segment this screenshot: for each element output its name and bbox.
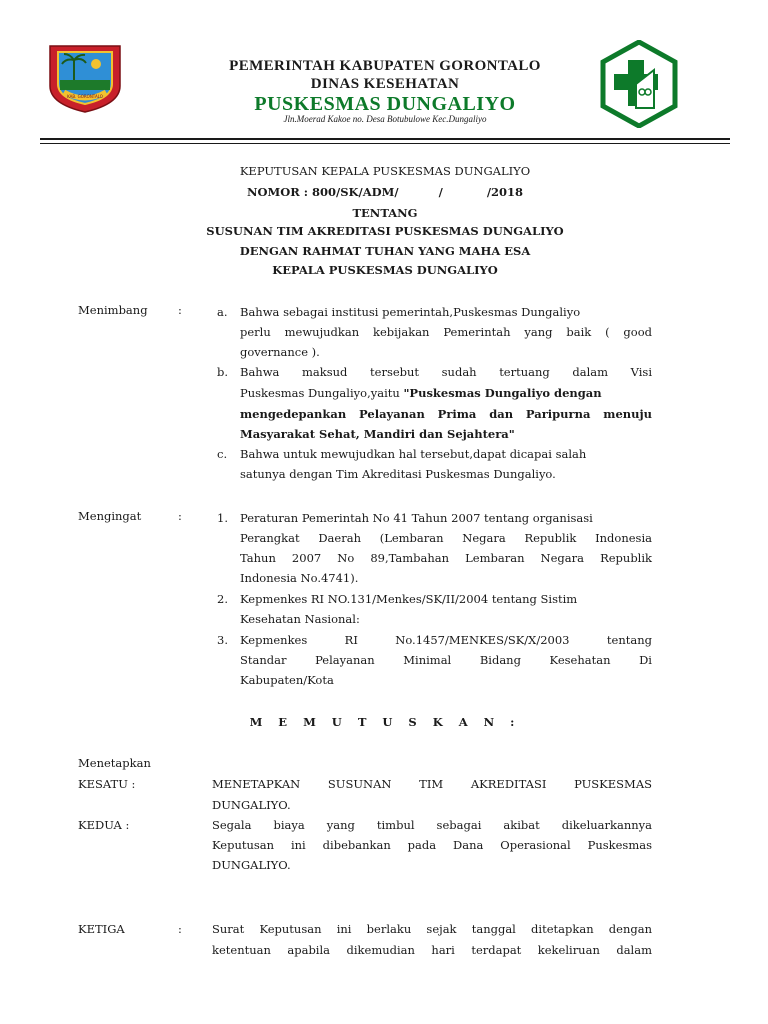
mengingat-1-line3: Tahun 2007 No 89,Tambahan Lembaran Negara Republik — [240, 551, 652, 565]
kesatu-label: KESATU : — [78, 777, 136, 791]
menimbang-marker-c: c. — [217, 447, 228, 461]
ketiga-line1: Surat Keputusan ini berlaku sejak tanggal ditetapkan dengan — [212, 922, 652, 936]
kedua-line2: Keputusan ini dibebankan pada Dana Operasional Puskesmas — [212, 838, 652, 852]
menimbang-b-line4: Masyarakat Sehat, Mandiri dan Sejahtera" — [240, 427, 515, 441]
menetapkan-label: Menetapkan — [78, 756, 151, 770]
menimbang-b-line3: mengedepankan Pelayanan Prima dan Paripurna menuju — [240, 407, 652, 421]
header-rule-thick — [40, 138, 730, 140]
menimbang-b-line2-plain: Puskesmas Dungaliyo,yaitu — [240, 386, 404, 400]
mengingat-marker-2: 2. — [217, 592, 228, 606]
mengingat-3-line2: Standar Pelayanan Minimal Bidang Kesehatan Di — [240, 653, 652, 667]
menimbang-c-line1: Bahwa untuk mewujudkan hal tersebut,dapat dicapai salah — [240, 447, 587, 461]
decree-subject: SUSUNAN TIM AKREDITASI PUSKESMAS DUNGALIYO — [206, 224, 564, 238]
puskesmas-cross-logo — [600, 40, 678, 128]
kedua-line3: DUNGALIYO. — [212, 858, 291, 872]
header-department: DINAS KESEHATAN — [310, 76, 460, 92]
gorontalo-crest-logo — [44, 42, 126, 114]
ketiga-label: KETIGA — [78, 922, 125, 936]
decree-number: NOMOR : 800/SK/ADM/ / /2018 — [246, 185, 524, 199]
decree-title: KEPUTUSAN KEPALA PUSKESMAS DUNGALIYO — [239, 164, 531, 178]
header-address: Jln.Moerad Kakoe no. Desa Botubulowe Kec.Dungaliyo — [283, 114, 487, 124]
mengingat-3-line1: Kepmenkes RI No.1457/MENKES/SK/X/2003 tentang — [240, 633, 652, 647]
memutuskan-heading: M E M U T U S K A N : — [249, 715, 521, 729]
mengingat-colon: : — [178, 509, 182, 523]
ketiga-colon: : — [178, 922, 182, 936]
menimbang-a-line3: governance ). — [240, 345, 320, 359]
menimbang-b-line2 — [240, 383, 652, 404]
menimbang-b-line2-bold: "Puskesmas Dungaliyo dengan — [403, 386, 602, 400]
menimbang-label: Menimbang — [78, 303, 148, 317]
mengingat-1-line1: Peraturan Pemerintah No 41 Tahun 2007 tentang organisasi — [240, 511, 593, 525]
ketiga-line2: ketentuan apabila dikemudian hari terdapat kekeliruan dalam — [212, 943, 652, 957]
mengingat-marker-3: 3. — [217, 633, 228, 647]
mengingat-2-line1: Kepmenkes RI NO.131/Menkes/SK/II/2004 tentang Sistim — [240, 592, 578, 606]
mengingat-1-line4: Indonesia No.4741). — [240, 571, 359, 585]
menimbang-c-line2: satunya dengan Tim Akreditasi Puskesmas Dungaliyo. — [240, 467, 556, 481]
mengingat-1-line2: Perangkat Daerah (Lembaran Negara Republik Indonesia — [240, 531, 652, 545]
mengingat-label: Mengingat — [78, 509, 142, 523]
mengingat-marker-1: 1. — [217, 511, 228, 525]
menimbang-a-line2: perlu mewujudkan kebijakan Pemerintah yang baik ( good — [240, 325, 652, 339]
decree-tentang: TENTANG — [352, 206, 418, 220]
header-rule-thin — [40, 143, 730, 144]
menimbang-b-line1: Bahwa maksud tersebut sudah tertuang dalam Visi — [240, 365, 652, 379]
header-government: PEMERINTAH KABUPATEN GORONTALO — [229, 58, 541, 74]
decree-kepala: KEPALA PUSKESMAS DUNGALIYO — [272, 263, 498, 277]
kedua-label: KEDUA : — [78, 818, 130, 832]
header-puskesmas: PUSKESMAS DUNGALIYO — [254, 93, 516, 115]
decree-rahmat: DENGAN RAHMAT TUHAN YANG MAHA ESA — [239, 244, 531, 258]
menimbang-a-line1: Bahwa sebagai institusi pemerintah,Puskesmas Dungaliyo — [240, 305, 581, 319]
kesatu-line2: DUNGALIYO. — [212, 798, 291, 812]
menimbang-marker-a: a. — [217, 305, 228, 319]
mengingat-2-line2: Kesehatan Nasional: — [240, 612, 360, 626]
mengingat-3-line3: Kabupaten/Kota — [240, 673, 334, 687]
menimbang-colon: : — [178, 303, 182, 317]
kedua-line1: Segala biaya yang timbul sebagai akibat dikeluarkannya — [212, 818, 652, 832]
crest-text: KAB. GORONTALO — [67, 94, 103, 99]
kesatu-line1: MENETAPKAN SUSUNAN TIM AKREDITASI PUSKESMAS — [212, 777, 652, 791]
menimbang-marker-b: b. — [217, 365, 229, 379]
